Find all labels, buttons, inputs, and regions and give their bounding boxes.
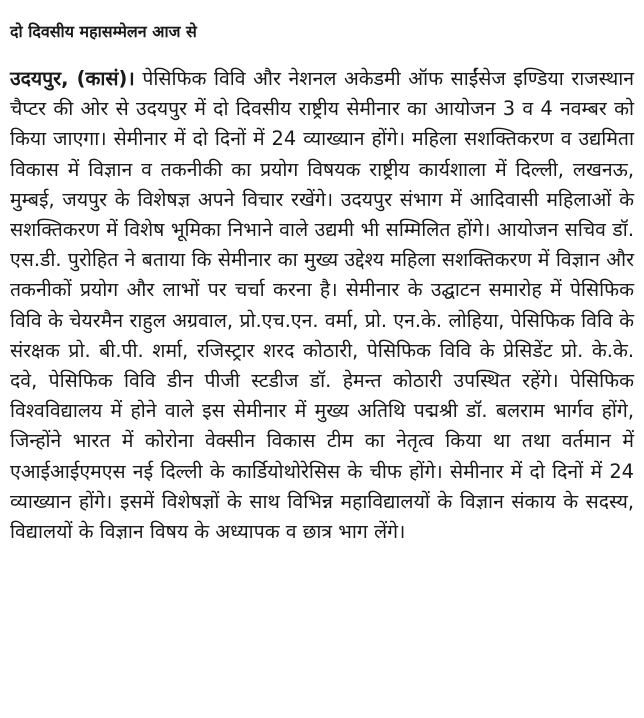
article-body: [10, 64, 634, 547]
dateline: उदयपुर, (कासं)।: [10, 67, 135, 90]
headline: दो दिवसीय महासम्मेलन आज से: [10, 22, 197, 41]
article-text: पेसिफिक विवि और नेशनल अकेडमी ऑफ साईंसेज इण्डिया राजस्थान चैप्टर की ओर से उदयपुर में दो दिवसीय राष्ट्रीय सेमीनार का आयोजन 3 व 4 नवम्बर को किया जाएगा। सेमीनार में दो दिनों में 24 व्याख्यान होंगे। महिला सशक्तिकरण व उद्यमिता विकास में विज्ञान व तकनीकी का प्रयोग विषयक राष्ट्रीय कार्यशाला में दिल्ली, लखनऊ, मुम्बई, जयपुर के विशेषज्ञ अपने विचार रखेंगे। उदयपुर संभाग में आदिवासी महिलाओं के सशक्तिकरण में विशेष भूमिका निभाने वाले उद्यमी भी सम्मिलित होंगे। आयोजन सचिव डॉ. एस.डी. पुरोहित ने बताया कि सेमीनार का मुख्य उद्देश्य महिला सशक्तिकरण में विज्ञान और तकनीकों प्रयोग और लाभों पर चर्चा करना है। सेमीनार के उद्घाटन समारोह में पेसिफिक विवि के चेयरमैन राहुल अग्रवाल, प्रो.एच.एन. वर्मा, प्रो. एन.के. लोहिया, पेसिफिक विवि के संरक्षक प्रो. बी.पी. शर्मा, रजिस्ट्रार शरद कोठारी, पेसिफिक विवि के प्रेसिडेंट प्रो. के.के. दवे, पेसिफिक विवि डीन पीजी स्टडीज डॉ. हेमन्त कोठारी उपस्थित रहेंगे। पेसिफिक विश्वविद्यालय में होने वाले इस सेमीनार में मुख्य अतिथि पद्मश्री डॉ. बलराम भार्गव होंगे, जिन्होंने भारत में कोरोना वेक्सीन विकास टीम का नेतृत्व किया था तथा वर्तमान में एआईआईएमएस नई दिल्ली के कार्डियोथोरेसिस के चीफ होंगे। सेमीनार में दो दिनों में 24 व्याख्यान होंगे। इसमें विशेषज्ञों के साथ विभिन्न महाविद्यालयों के विज्ञान संकाय के सदस्य, विद्यालयों के विज्ञान विषय के अध्यापक व छात्र भाग लेंगे।: [10, 67, 635, 544]
